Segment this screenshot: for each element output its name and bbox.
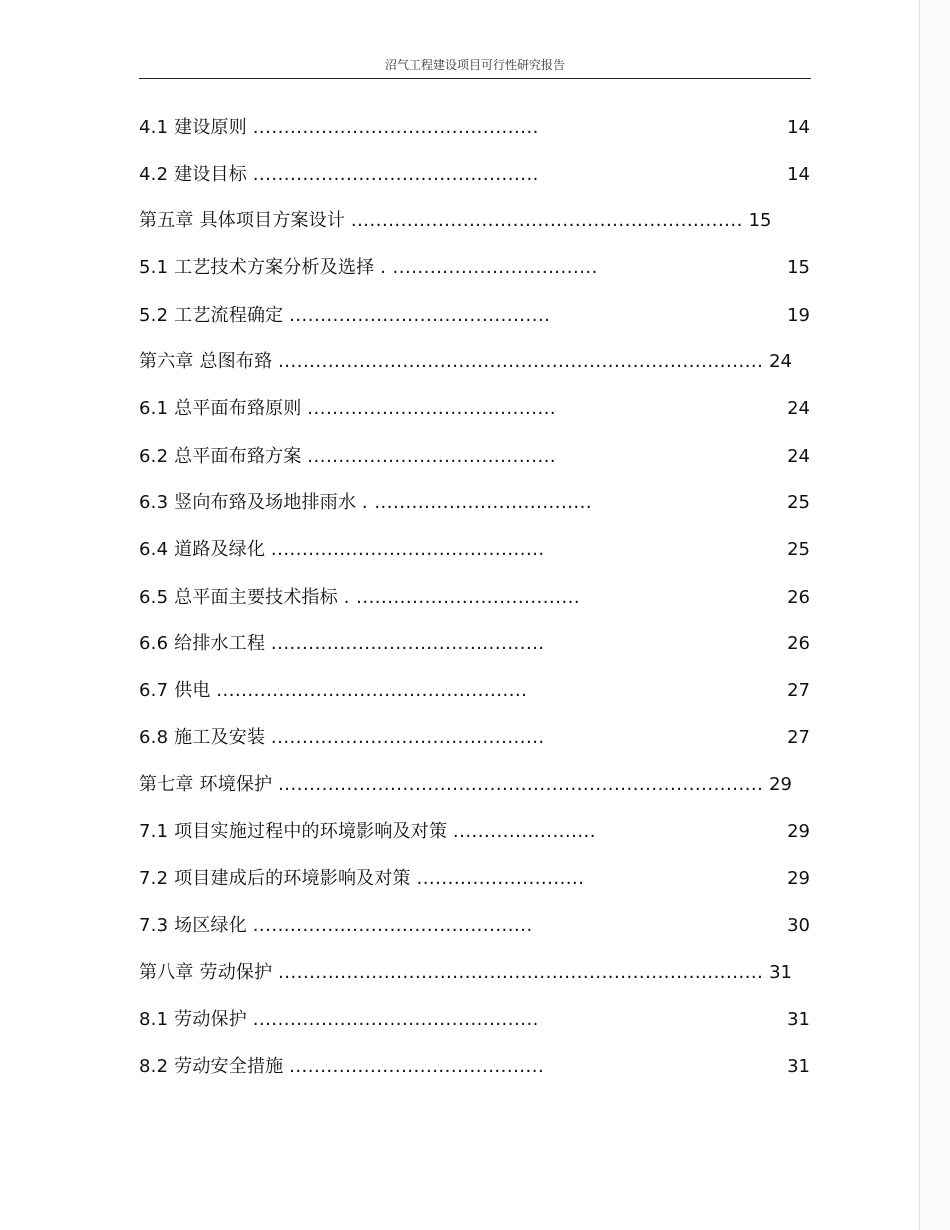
toc-entry-5-2[interactable] — [139, 304, 550, 328]
toc-entry-7-2[interactable] — [139, 867, 584, 891]
toc-page-number: 15 — [787, 257, 810, 278]
toc-entry-title: 6.2 总平面布臵方案 — [139, 446, 302, 467]
toc-page-number: 26 — [787, 633, 810, 654]
toc-leader: ........................... — [416, 868, 585, 889]
toc-entry-7-1[interactable] — [139, 820, 596, 844]
toc-leader: . ................................... — [361, 492, 593, 513]
toc-leader: ............................................ — [270, 633, 545, 654]
toc-entry-title: 6.1 总平面布臵原则 — [139, 398, 302, 419]
toc-entry-8-2[interactable] — [139, 1055, 544, 1079]
page-header: 沼气工程建设项目可行性研究报告 — [384, 58, 565, 72]
toc-entry-8-1[interactable] — [139, 1008, 539, 1032]
toc-entry-6-4[interactable] — [139, 538, 545, 562]
toc-entry-6-6[interactable] — [139, 632, 545, 656]
toc-entry-title: 6.8 施工及安装 — [139, 727, 266, 748]
toc-page-number: 29 — [787, 821, 810, 842]
toc-entry-title: 7.1 项目实施过程中的环境影响及对策 — [139, 821, 448, 842]
toc-entry-title: 8.2 劳动安全措施 — [139, 1056, 284, 1077]
toc-leader: .............................................................................. — [278, 962, 764, 983]
toc-leader: .............................................................................. — [278, 351, 764, 372]
toc-leader: ........................................ — [307, 398, 557, 419]
toc-page-number: 15 — [748, 210, 772, 231]
toc-page-number: 27 — [787, 727, 810, 748]
toc-entry-6-1[interactable] — [139, 397, 556, 421]
toc-page-number: 25 — [787, 539, 810, 560]
toc-page-number: 14 — [787, 164, 810, 185]
toc-page-number: 26 — [787, 587, 810, 608]
toc-entry-title: 7.3 场区绿化 — [139, 915, 247, 936]
toc-entry-5-1[interactable] — [139, 256, 598, 280]
toc-leader: . .................................... — [343, 587, 581, 608]
toc-leader: .............................................................................. — [278, 774, 764, 795]
toc-page-number: 24 — [769, 351, 792, 372]
toc-leader: .............................................. — [252, 117, 539, 138]
toc-leader: .................................................. — [216, 680, 528, 701]
toc-page-number: 29 — [787, 868, 810, 889]
toc-leader: ........................................ — [307, 446, 557, 467]
toc-leader: ............................................ — [270, 727, 545, 748]
toc-entry-title: 6.3 竖向布臵及场地排雨水 — [139, 492, 357, 513]
toc-entry-title: 第八章 劳动保护 — [139, 962, 273, 983]
toc-chapter-5[interactable] — [139, 209, 771, 233]
toc-entry-6-8[interactable] — [139, 726, 545, 750]
toc-page-number: 19 — [787, 305, 810, 326]
toc-page-number: 24 — [787, 446, 810, 467]
toc-leader: . ................................. — [380, 257, 598, 278]
toc-entry-title: 4.2 建设目标 — [139, 164, 247, 185]
toc-leader: .............................................. — [252, 1009, 539, 1030]
toc-entry-6-2[interactable] — [139, 445, 556, 469]
toc-chapter-7[interactable] — [139, 773, 792, 797]
toc-entry-title: 第六章 总图布臵 — [139, 351, 273, 372]
toc-entry-6-5[interactable] — [139, 586, 580, 610]
toc-entry-title: 6.4 道路及绿化 — [139, 539, 266, 560]
toc-entry-title: 6.5 总平面主要技术指标 — [139, 587, 338, 608]
toc-chapter-8[interactable] — [139, 961, 792, 985]
toc-page-number: 31 — [769, 962, 792, 983]
toc-entry-4-2[interactable] — [139, 163, 539, 187]
toc-leader: .......................................... — [289, 305, 551, 326]
toc-page-number: 31 — [787, 1009, 810, 1030]
toc-chapter-6[interactable] — [139, 350, 792, 374]
toc-entry-title: 5.1 工艺技术方案分析及选择 — [139, 257, 375, 278]
toc-entry-title: 8.1 劳动保护 — [139, 1009, 247, 1030]
toc-entry-title: 7.2 项目建成后的环境影响及对策 — [139, 868, 411, 889]
toc-page-number: 14 — [787, 117, 810, 138]
toc-page-number: 29 — [769, 774, 792, 795]
toc-entry-6-3[interactable] — [139, 491, 592, 515]
toc-page-number: 25 — [787, 492, 810, 513]
toc-entry-title: 第七章 环境保护 — [139, 774, 273, 795]
toc-leader: ............................................ — [270, 539, 545, 560]
toc-leader: ....................... — [452, 821, 596, 842]
toc-entry-title: 4.1 建设原则 — [139, 117, 247, 138]
toc-entry-title: 第五章 具体项目方案设计 — [139, 210, 346, 231]
toc-entry-title: 6.7 供电 — [139, 680, 211, 701]
toc-page-number: 31 — [787, 1056, 810, 1077]
toc-entry-6-7[interactable] — [139, 679, 527, 703]
toc-leader: ............................................. — [252, 915, 533, 936]
toc-page-number: 30 — [787, 915, 810, 936]
toc-entry-title: 6.6 给排水工程 — [139, 633, 266, 654]
toc-entry-title: 5.2 工艺流程确定 — [139, 305, 284, 326]
toc-page-number: 27 — [787, 680, 810, 701]
toc-entry-4-1[interactable] — [139, 116, 539, 140]
toc-leader: ......................................... — [289, 1056, 545, 1077]
toc-leader: .............................................. — [252, 164, 539, 185]
toc-leader: ............................................................... — [350, 210, 743, 231]
toc-entry-7-3[interactable] — [139, 914, 533, 938]
toc-page-number: 24 — [787, 398, 810, 419]
